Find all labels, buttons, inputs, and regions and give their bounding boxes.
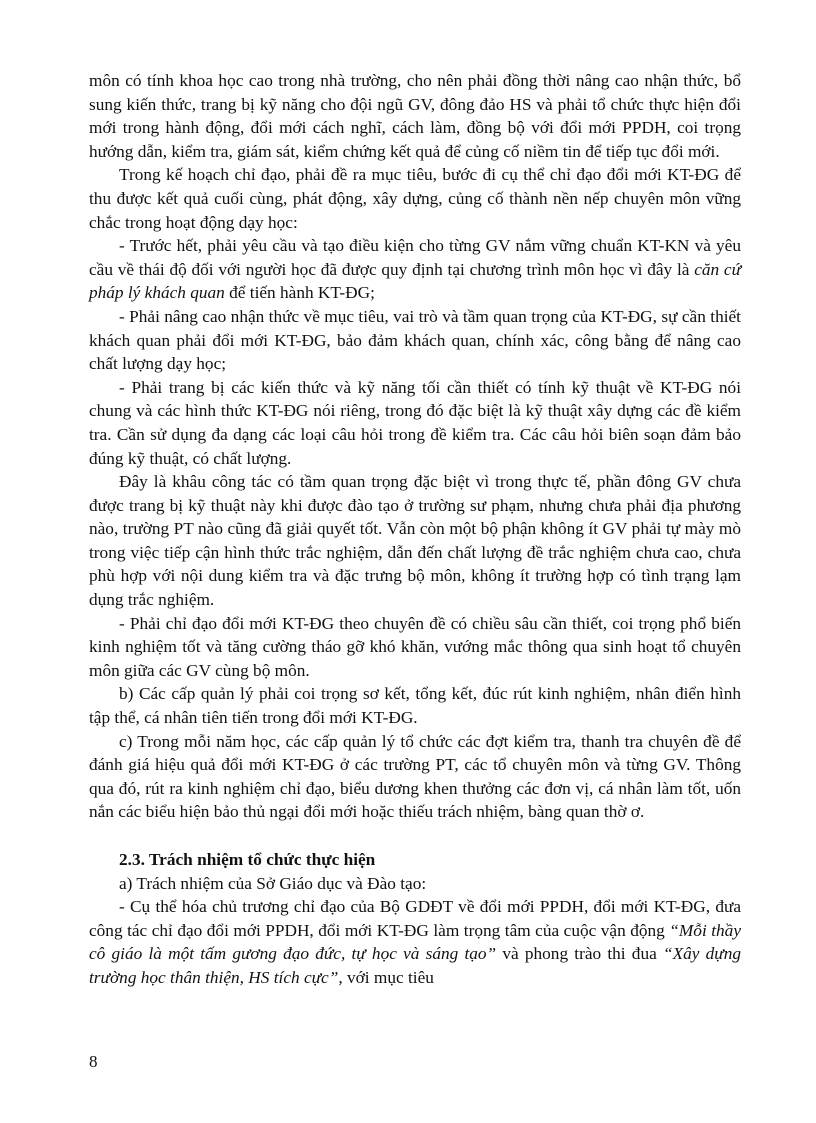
list-item-standards	[89, 234, 741, 305]
campaign-quote: “Mỗi thầy cô giáo là một tấm gương đạo đức, tự học và sáng tạo”	[89, 920, 741, 964]
list-item-concretize-text: - Cụ thể hóa chủ trương chỉ đạo của Bộ GDĐT về đổi mới PPDH, đổi mới KT-ĐG, đưa công tác chỉ đạo đổi mới PPDH, đổi mới KT-ĐG làm trọng tâm của cuộc vận động	[89, 897, 741, 940]
list-item-standards-emphasis: căn cứ pháp lý khách quan	[89, 259, 741, 303]
paragraph-c: c) Trong mỗi năm học, các cấp quản lý tổ chức các đợt kiểm tra, thanh tra chuyên đề để đánh giá hiệu quả đổi mới KT-ĐG ở các trường PT, các tổ chuyên môn và từng GV. Thông qua đó, rút ra kinh nghiệm chỉ đạo, biểu dương khen thưởng các đơn vị, cá nhân làm tốt, uốn nắn các biểu hiện bảo thủ ngại đổi mới hoặc thiếu trách nhiệm, bàng quan thờ ơ.	[89, 731, 741, 822]
paragraph-continuation: môn có tính khoa học cao trong nhà trường, cho nên phải đồng thời nâng cao nhận thức, bổ sung kiến thức, trang bị kỹ năng cho đội ngũ GV, đông đảo HS và phải tổ chức thực hiện đổi mới trong hành động, đổi mới cách nghĩ, cách làm, đồng bộ với đổi mới PPDH, coi trọng hướng dẫn, kiểm tra, giám sát, kiểm chứng kết quả để củng cố niềm tin để tiếp tục đổi mới.	[89, 71, 741, 161]
list-item-standards-text: - Trước hết, phải yêu cầu và tạo điều kiện cho từng GV nắm vững chuẩn KT-KN và yêu cầu về thái độ đối với người học đã được quy định tại chương trình môn học vì đây là	[89, 236, 741, 279]
list-item-skills: - Phải trang bị các kiến thức và kỹ năng tối cần thiết có tính kỹ thuật về KT-ĐG nói chung và các hình thức KT-ĐG nói riêng, trong đó đặc biệt là kỹ thuật xây dựng các đề kiểm tra. Cần sử dụng đa dạng các loại câu hỏi trong đề kiểm tra. Các câu hỏi biên soạn đảm bảo đúng kỹ thuật, có chất lượng.	[89, 377, 741, 468]
section-heading: 2.3. Trách nhiệm tổ chức thực hiện	[119, 850, 376, 869]
section-spacer	[89, 824, 741, 848]
movement-quote: “Xây dựng trường học thân thiện, HS tích cực”,	[89, 944, 741, 987]
page-number: 8	[89, 1052, 98, 1071]
list-item-concretize-tail: với mục tiêu	[342, 967, 434, 987]
list-item-standards-tail: để tiến hành KT-ĐG;	[224, 283, 375, 303]
list-item-awareness: - Phải nâng cao nhận thức về mục tiêu, vai trò và tầm quan trọng của KT-ĐG, sự cần thiết khách quan phải đổi mới KT-ĐG, bảo đảm khách quan, chính xác, công bằng để nâng cao chất lượng dạy học;	[89, 306, 741, 374]
list-item-topics: - Phải chỉ đạo đổi mới KT-ĐG theo chuyên đề có chiều sâu cần thiết, coi trọng phổ biến kinh nghiệm tốt và tăng cường tháo gỡ khó khăn, vướng mắc thông qua sinh hoạt tổ chuyên môn giữa các GV cùng bộ môn.	[89, 613, 741, 680]
document-body	[89, 69, 741, 990]
list-item-concretize	[89, 895, 741, 989]
list-item-concretize-join: và phong trào thi đua	[496, 944, 663, 964]
paragraph-department-responsibility: a) Trách nhiệm của Sở Giáo dục và Đào tạo:	[119, 873, 427, 893]
paragraph-plan: Trong kế hoạch chỉ đạo, phải đề ra mục tiêu, bước đi cụ thể chỉ đạo đổi mới KT-ĐG để thu được kết quả cuối cùng, phát động, xây dựng, củng cố thành nền nếp chuyên môn vững chắc trong hoạt động dạy học:	[89, 165, 741, 232]
paragraph-importance: Đây là khâu công tác có tầm quan trọng đặc biệt vì trong thực tế, phần đông GV chưa được trang bị kỹ thuật này khi được đào tạo ở trường sư phạm, nhưng chưa phải địa phương nào, trường PT nào cũng đã giải quyết tốt. Vẫn còn một bộ phận không ít GV phải tự mày mò trong việc tiếp cận hình thức trắc nghiệm, dẫn đến chất lượng đề trắc nghiệm chưa cao, chưa phù hợp với nội dung kiểm tra và đặc trưng bộ môn, không ít trường hợp có tình trạng lạm dụng trắc nghiệm.	[89, 472, 741, 610]
paragraph-b: b) Các cấp quản lý phải coi trọng sơ kết, tổng kết, đúc rút kinh nghiệm, nhân điển hình tập thể, cá nhân tiên tiến trong đổi mới KT-ĐG.	[89, 684, 741, 728]
